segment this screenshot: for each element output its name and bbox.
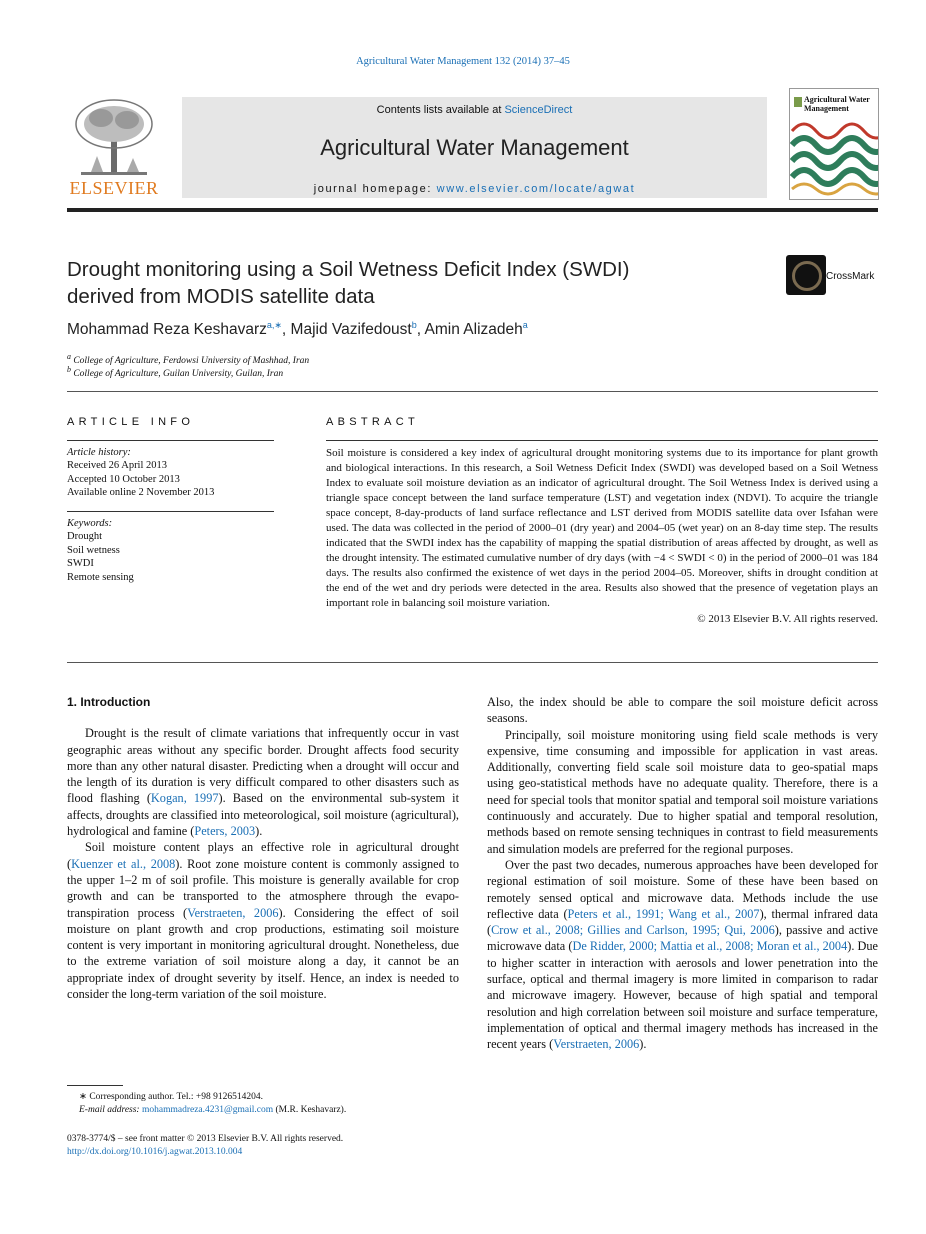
- affiliation-b: $^b$ College of Agriculture, Guilan University, Guilan, Iran: [67, 365, 284, 380]
- elsevier-logo[interactable]: [67, 96, 161, 200]
- abstract-copyright: © 2013 Elsevier B.V. All rights reserved.: [697, 613, 878, 625]
- keyword: Soil wetness: [67, 544, 120, 556]
- keywords-label: Keywords:: [67, 518, 113, 529]
- email-link[interactable]: mohammadreza.4231@gmail.com: [141, 1105, 274, 1115]
- citation-link[interactable]: Kogan, 1997: [150, 791, 219, 806]
- abstract-rule: [326, 440, 878, 441]
- keyword: SWDI: [67, 558, 94, 570]
- paragraph-text: ). Due to higher scatter in interaction with aerosols and lower penetration into the surface, optical and thermal imagery is more limited in comparison to radar and microwave imagery. However, because of high spatial and temporal resolution and high correlation between soil moisture and surface temperature, implementation of optical and thermal imagery methods has increased in the recent years (: [487, 939, 879, 1052]
- author-affiliation-mark[interactable]: a: [522, 320, 528, 330]
- paragraph-text: ). Based on the environmental sub-system it affects, droughts are classified into meteorological, soil moisture (agricultural), hydrological and famine (: [67, 791, 459, 839]
- title-line-2: derived from MODIS satellite data: [67, 285, 375, 308]
- author-name: Majid Vazifedoust: [290, 321, 412, 339]
- journal-masthead: [67, 88, 878, 200]
- citation-link[interactable]: Verstraeten, 2006: [187, 905, 279, 920]
- citation-link[interactable]: Verstraeten, 2006: [553, 1037, 640, 1052]
- paragraph-text: ).: [639, 1037, 647, 1052]
- abstract-divider: [67, 662, 878, 663]
- accepted-date: Accepted 10 October 2013: [67, 473, 180, 485]
- abstract-text: Soil moisture is considered a key index of agricultural drought monitoring systems due to its importance for plant growth and biological interactions. In this research, a Soil Wetness Deficit Index (SWDI) was developed based on a Soil Wetness Index to evaluate soil moisture deviation as an indicator of agricultural drought. The Soil Wetness Index is derived using a triangle space concept between the land surface temperature (LST) and vegetation index (NDVI). To acquire the triangle space concept, 8-day-products of land surface reflectance and LST derived from MODIS satellite data over Isfahan were used. The data was collected in the period of 2000–01 (dry year) and 2004–05 (wet year) on an 8-day time step. The results indicated that the SWDI index has the capability of mapping the spatial distribution of areas affected by drought, as well as the drought intensity. The estimated cumulative number of dry days (with −4 < SWDI < 0) in the period of 2000–01 was 184 days. The results also confirmed the existence of wet days in the period 2004–05. Moreover, shifts in drought condition at the end of the wet and dry periods were detected in the area. Results also showed that the presence of vegetation plays an important role in balancing soil moisture variation.: [326, 447, 878, 609]
- footnote-rule: [67, 1085, 123, 1086]
- paragraph-text: ). Considering the effect of soil moisture on plant growth and crop productions, estimating soil moisture content is very important in monitoring agricultural drought. Nonetheless, due to the extreme variation of soil moisture along a day, it cannot be an appropriate index of drought severity by itself. Hence, an index is needed to consider the long-term variation of the soil moisture.: [67, 905, 459, 1002]
- journal-title: Agricultural Water Management: [320, 135, 629, 160]
- keyword: Drought: [67, 531, 102, 543]
- affiliation-a: $^a$ College of Agriculture, Ferdowsi University of Mashhad, Iran: [67, 352, 310, 367]
- history-label: Article history:: [67, 447, 131, 458]
- received-date: Received 26 April 2013: [67, 460, 168, 472]
- paragraph-text: Soil moisture content plays an effective role in agricultural drought (: [67, 840, 459, 871]
- body-paragraph: [487, 694, 878, 727]
- title-line-1: Drought monitoring using a Soil Wetness Deficit Index (SWDI): [67, 258, 630, 281]
- paragraph-text: Over the past two decades, numerous approaches have been developed for regional estimation of soil moisture. Some of these have been based on remotely sensed optical and microwave data. Methods include the use reflective data (: [487, 857, 878, 921]
- paragraph-text: Principally, soil moisture monitoring using field scale methods is very expensive, time consuming and impossible for application in vast areas. Additionally, converting field scale soil moisture data to geo-spatial maps using geo-statistical methods have no adequate quality. Therefore, there is a need for special tools that monitor spatial and temporal soil moisture variations continuously and accurately. Due to higher spatial and temporal resolution, methods based on remote sensing techniques in contrast to field measurements and simulation models are preferred for the regional purposes.: [487, 727, 878, 856]
- journal-banner: [182, 97, 767, 198]
- paragraph-text: ). Root zone moisture content is commonly assigned to the upper 1–2 m of soil profile. This moisture is generally available for crop growth and can be transported to the atmosphere through the evapo-transpiration process (: [67, 856, 459, 920]
- citation-link[interactable]: De Ridder, 2000; Mattia et al., 2008; Moran et al., 2004: [572, 939, 848, 954]
- online-date: Available online 2 November 2013: [67, 487, 215, 499]
- header-divider: [67, 391, 878, 392]
- paragraph-text: ), passive and active microwave data (: [487, 923, 878, 954]
- citation-link[interactable]: Peters, 2003: [194, 824, 256, 839]
- body-left-column: [67, 694, 459, 1002]
- doi-link[interactable]: http://dx.doi.org/10.1016/j.agwat.2013.10.004: [67, 1147, 243, 1157]
- body-paragraph: [67, 839, 459, 1002]
- paragraph-text: ), thermal infrared data (: [487, 906, 878, 938]
- author-affiliation-mark[interactable]: a,∗: [266, 320, 282, 330]
- masthead-rule: [67, 208, 878, 212]
- homepage-line: [182, 183, 767, 195]
- crossmark-label: CrossMark: [826, 271, 875, 282]
- crossmark-icon: [786, 255, 826, 295]
- body-paragraph: [67, 725, 459, 839]
- abstract: [326, 446, 878, 627]
- body-paragraph: [487, 857, 878, 1053]
- author-name: Mohammad Reza Keshavarz: [67, 321, 267, 339]
- corresponding-author-note: ∗ Corresponding author. Tel.: +98 9126514204.: [79, 1092, 263, 1102]
- publisher-wordmark: ELSEVIER: [69, 178, 159, 198]
- keyword: Remote sensing: [67, 571, 134, 583]
- paragraph-text: Drought is the result of climate variations that infrequently occur in vast geographic areas without any specific border. Drought affects food security more than any other natural disaster. Predicting when a drought will occur and the length of its duration is very difficult compared to other disasters such as flood flashing (: [67, 726, 459, 806]
- issn-line: 0378-3774/$ – see front matter © 2013 Elsevier B.V. All rights reserved.: [67, 1134, 344, 1144]
- cover-pattern-icon: [790, 89, 878, 199]
- section-title: 1. Introduction: [67, 695, 151, 709]
- homepage-link[interactable]: www.elsevier.com/locate/agwat: [436, 183, 636, 195]
- cover-title: Agricultural Water Management: [804, 95, 870, 113]
- citation-link[interactable]: Kuenzer et al., 2008: [71, 856, 176, 871]
- front-matter: [67, 1133, 467, 1159]
- body-right-column: [487, 694, 878, 1053]
- article-info-rule: [67, 440, 274, 441]
- email-note: E-mail address: mohammadreza.4231@gmail.com (M.R. Keshavarz).: [79, 1105, 347, 1115]
- contents-line: [182, 104, 767, 116]
- paragraph-text: Also, the index should be able to compare the soil moisture deficit across seasons.: [487, 695, 878, 726]
- abstract-heading: ABSTRACT: [326, 416, 420, 428]
- citation-link[interactable]: Crow et al., 2008; Gillies and Carlson, 1995; Qui, 2006: [491, 923, 775, 938]
- homepage-prefix: journal homepage:: [313, 183, 437, 195]
- author-affiliation-mark[interactable]: b: [411, 320, 417, 330]
- running-head[interactable]: Agricultural Water Management 132 (2014) 37–45: [356, 56, 570, 67]
- citation-link[interactable]: Peters et al., 1991; Wang et al., 2007: [567, 906, 760, 921]
- article-history: [67, 446, 274, 500]
- sciencedirect-link[interactable]: ScienceDirect: [504, 104, 573, 116]
- keywords-rule: [67, 511, 274, 512]
- journal-cover-thumbnail[interactable]: [789, 88, 879, 200]
- keywords: [67, 517, 274, 584]
- elsevier-tree-icon: [71, 96, 157, 180]
- paragraph-text: ).: [255, 824, 263, 839]
- author-list: Mohammad Reza Keshavarz$^{a,∗}$, Majid Vazifedoust$^b$, Amin Alizadeh$^a$: [67, 320, 528, 339]
- footnotes: [67, 1091, 459, 1117]
- crossmark-badge[interactable]: [786, 255, 880, 297]
- article-title: [67, 256, 767, 310]
- contents-prefix: Contents lists available at: [376, 104, 505, 116]
- author-name: Amin Alizadeh: [424, 321, 523, 339]
- article-info-heading: ARTICLE INFO: [67, 416, 195, 428]
- body-paragraph: [487, 727, 878, 857]
